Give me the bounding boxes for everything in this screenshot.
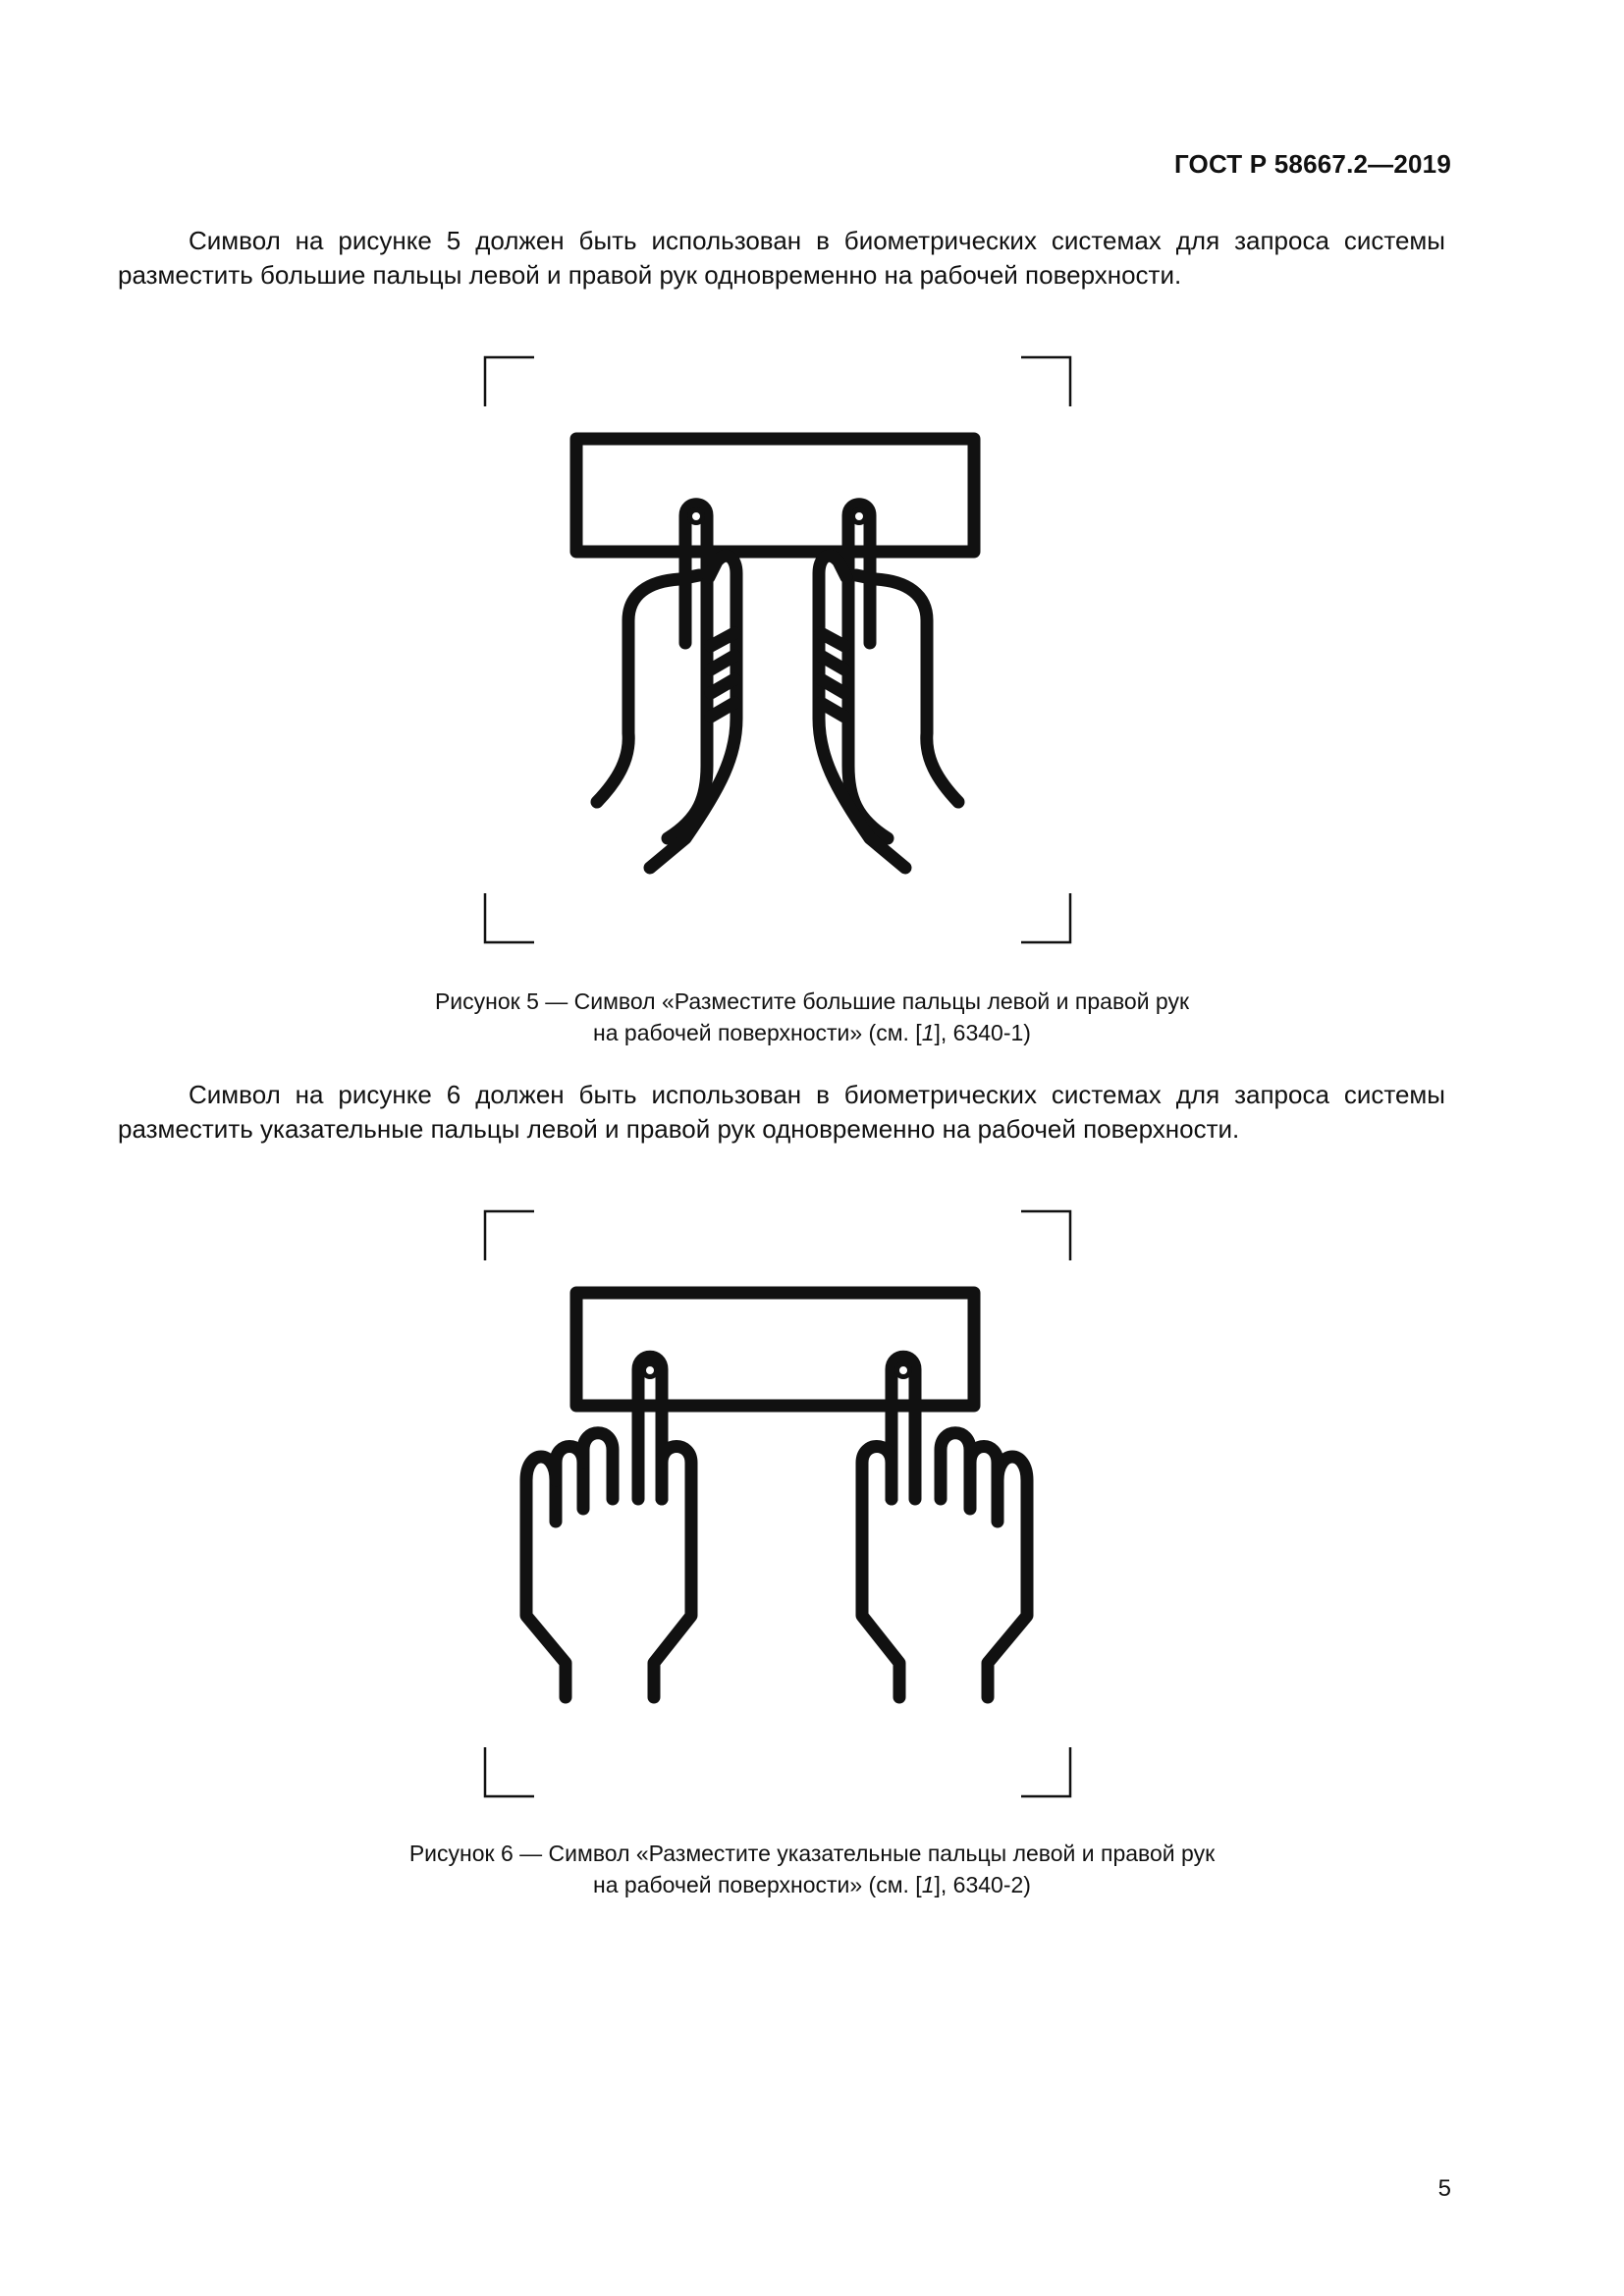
- surface-rect: [576, 439, 974, 552]
- crop-mark-bottom-right: [1021, 1747, 1070, 1796]
- right-hand: [819, 505, 958, 868]
- caption-text: на рабочей поверхности» (см. [: [593, 1872, 922, 1897]
- two-index-fingers-on-surface-icon: [483, 1209, 1072, 1798]
- left-hand: [597, 505, 736, 868]
- crop-mark-bottom-right: [1021, 893, 1070, 942]
- figure-6-caption-line1: Рисунок 6 — Символ «Разместите указательные пальцы левой и правой рук: [408, 1841, 1216, 1866]
- page-number: 5: [1437, 2175, 1451, 2202]
- reference-number: 1: [921, 1020, 935, 1045]
- two-thumbs-on-surface-icon: [483, 355, 1072, 944]
- figure-6-caption-line2: [0, 1869, 1624, 1900]
- crop-mark-top-right: [1021, 357, 1070, 406]
- crop-mark-top-left: [485, 1211, 534, 1260]
- figure-5-caption-line2: [0, 1017, 1624, 1048]
- caption-text: на рабочей поверхности» (см. [: [593, 1020, 922, 1045]
- figure-5-caption-line1: Рисунок 5 — Символ «Разместите большие пальцы левой и правой рук: [434, 988, 1190, 1014]
- figure-6-caption: [0, 1838, 1624, 1900]
- reference-number: 1: [921, 1872, 935, 1897]
- figure-6: [483, 1209, 1072, 1798]
- figure-5: [483, 355, 1072, 944]
- crop-mark-bottom-left: [485, 893, 534, 942]
- crop-mark-top-left: [485, 357, 534, 406]
- caption-text: ], 6340-2): [934, 1872, 1031, 1897]
- crop-mark-top-right: [1021, 1211, 1070, 1260]
- paragraph-figure-5-description: Символ на рисунке 5 должен быть использован в биометрических системах для запроса системы разместить большие пальцы левой и правой рук одновременно на рабочей поверхности.: [118, 226, 1445, 290]
- caption-text: ], 6340-1): [934, 1020, 1031, 1045]
- figure-5-caption: [0, 986, 1624, 1048]
- crop-mark-bottom-left: [485, 1747, 534, 1796]
- document-code: ГОСТ Р 58667.2—2019: [1173, 149, 1451, 179]
- paragraph-figure-6-description: Символ на рисунке 6 должен быть использован в биометрических системах для запроса системы разместить указательные пальцы левой и правой рук одновременно на рабочей поверхности.: [118, 1080, 1445, 1144]
